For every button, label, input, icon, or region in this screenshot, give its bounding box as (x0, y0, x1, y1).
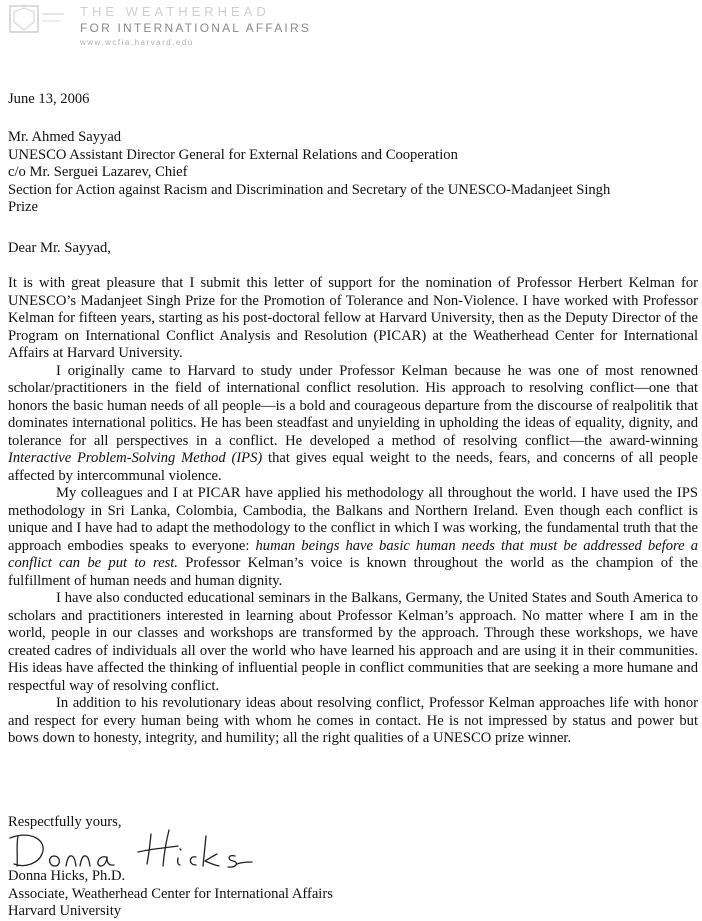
address-line: c/o Mr. Serguei Lazarev, Chief (8, 164, 188, 180)
paragraph-3 (8, 485, 698, 590)
inside-address (8, 129, 698, 217)
harvard-shield-logo (8, 4, 68, 38)
human-needs-emphasis: human beings have basic human needs that must be addressed before a conflict can be put to rest. (8, 537, 698, 571)
address-line: Mr. Ahmed Sayyad (8, 129, 122, 145)
paragraph-2-text: I originally came to Harvard to study under Professor Kelman because he was one of most renowned scholar/practitioners in the field of international conflict resolution. His approach to resolving conflict—one that honors the basic human needs of all people—is a bold and courageous departure from the discourse of realpolitik that dominates international politics. He has been steadfast and unyielding in upholding the ideas of equality, dignity, and tolerance for all perspectives in a conflict. He developed a method of resolving conflict—the award-winning (8, 362, 698, 449)
letterhead (8, 2, 338, 47)
address-line: UNESCO Assistant Director General for External Relations and Cooperation (8, 146, 458, 163)
address-line: Prize (8, 199, 38, 215)
paragraph-1: It is with great pleasure that I submit this letter of support for the nomination of Professor Herbert Kelman for UNESCO’s Madanjeet Singh Prize for the Promotion of Tolerance and Non-Violence. I have worked with Professor Kelman for fifteen years, starting as his post-doctoral fellow at Harvard University, then as the Deputy Director of the Program on International Conflict Analysis and Resolution (PICAR) at the Weatherhead Center for International Affairs at Harvard University. (8, 275, 698, 361)
handwritten-signature (6, 822, 256, 872)
salutation: Dear Mr. Sayyad, (8, 240, 111, 256)
letter-body (8, 275, 698, 748)
signature-block (8, 868, 508, 921)
paragraph-4: I have also conducted educational seminars in the Balkans, Germany, the United States and South America to scholars and practitioners interested in learning about Professor Kelman’s approach. No matter where I am in the world, people in our classes and workshops are transformed by the approach. Through these workshops, we have created cadres of individuals all over the world who have learned his approach and are using it in their communities. His ideas have affected the thinking of influential people in conflict communities that are seeking a more humane and respectful way of resolving conflict. (8, 590, 698, 694)
paragraph-5: In addition to his revolutionary ideas about resolving conflict, Professor Kelman approaches life with honor and respect for every human being with whom he comes in contact. He is not impressed by status and power but bows down to honesty, integrity, and humility; all the right qualities of a UNESCO prize winner. (8, 695, 698, 746)
paragraph-2-text: that gives equal weight to the needs, fears, and concerns of all people affected by intercommunal violence. (8, 450, 699, 484)
address-line: Section for Action against Racism and Discrimination and Secretary of the UNESCO-Madanjeet Singh (8, 181, 611, 198)
ips-method-emphasis: Interactive Problem-Solving Method (IPS) (8, 450, 263, 466)
letter-date: June 13, 2006 (8, 91, 90, 107)
paragraph-3-text: My colleagues and I at PICAR have applied his methodology all throughout the world. I have used the IPS methodology in Sri Lanka, Colombia, Cambodia, the Balkans and Northern Ireland. Even though each conflict is unique and I have had to adapt the methodology to the conflict in which I was working, the fundamental truth that the approach embodies speaks to everyone: (8, 485, 698, 554)
paragraph-2 (8, 363, 698, 486)
letterhead-title: THE WEATHERHEAD (80, 4, 270, 19)
letterhead-subtitle: FOR INTERNATIONAL AFFAIRS (80, 21, 312, 35)
letterhead-website: www.wcfia.harvard.edu (80, 38, 194, 47)
paragraph-3-text: Professor Kelman’s voice is known throughout the world as the champion of the fulfillment of human needs and human dignity. (8, 555, 698, 589)
signer-institution: Harvard University (8, 903, 122, 919)
signer-title: Associate, Weatherhead Center for International Affairs (8, 885, 333, 902)
signer-name: Donna Hicks, Ph.D. (8, 868, 126, 884)
closing: Respectfully yours, (8, 814, 122, 830)
